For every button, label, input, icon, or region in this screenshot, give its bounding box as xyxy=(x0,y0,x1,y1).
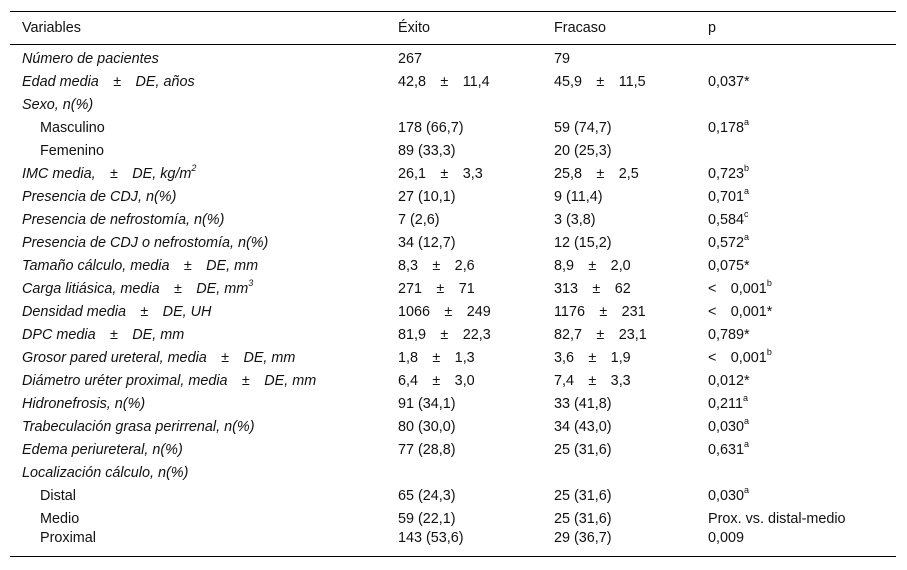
sub-variable-cell xyxy=(10,507,386,530)
sub-variable-cell xyxy=(10,484,386,507)
fracaso-cell: 79 xyxy=(554,50,571,67)
fracaso-cell: 7,4 ± 3,3 xyxy=(554,372,631,389)
fracaso-cell: 3,6 ± 1,9 xyxy=(554,349,631,366)
variable-cell xyxy=(10,185,386,208)
p-value-cell xyxy=(696,392,896,415)
variable-label: Hidronefrosis, n(%) xyxy=(22,395,146,412)
variable-cell xyxy=(10,70,386,93)
p-value-cell xyxy=(696,507,896,530)
table-row xyxy=(10,438,896,461)
fracaso-cell: 1176 ± 231 xyxy=(554,303,646,320)
table-row xyxy=(10,461,896,484)
variable-cell xyxy=(10,277,386,300)
header-fracaso: Fracaso xyxy=(542,12,696,45)
p-value-cell xyxy=(696,323,896,346)
p-value: 0,789* xyxy=(708,326,750,343)
header-variables: Variables xyxy=(10,12,386,45)
variable-label: Distal xyxy=(40,487,76,504)
fracaso-cell: 29 (36,7) xyxy=(542,530,696,557)
variable-cell xyxy=(10,93,386,116)
variable-label: Tamaño cálculo, media ± DE, mm xyxy=(22,257,259,274)
exito-cell: 27 (10,1) xyxy=(398,188,456,205)
p-value: 0,009 xyxy=(708,530,745,546)
variable-label: Carga litiásica, media ± DE, mm xyxy=(22,280,249,297)
fracaso-cell: 33 (41,8) xyxy=(554,395,612,412)
fracaso-cell: 12 (15,2) xyxy=(554,234,612,251)
p-value-cell xyxy=(696,45,896,71)
exito-cell xyxy=(386,461,542,484)
exito-cell: 59 (22,1) xyxy=(398,510,456,527)
p-value-cell xyxy=(696,162,896,185)
p-value-cell xyxy=(696,461,896,484)
variable-cell xyxy=(10,369,386,392)
exito-cell xyxy=(386,93,542,116)
table-row xyxy=(10,254,896,277)
p-value: 0,211 xyxy=(708,395,743,412)
p-value-cell xyxy=(696,484,896,507)
p-value: < 0,001 xyxy=(708,349,767,366)
p-value: 0,631 xyxy=(708,441,745,458)
fracaso-cell: 313 ± 62 xyxy=(554,280,631,297)
exito-cell: 91 (34,1) xyxy=(398,395,456,412)
footnote-marker: a xyxy=(744,185,750,196)
exito-cell: 1066 ± 249 xyxy=(398,303,491,320)
variable-label: Femenino xyxy=(40,142,104,159)
p-value-cell xyxy=(696,208,896,231)
fracaso-cell: 82,7 ± 23,1 xyxy=(554,326,647,343)
p-value-cell xyxy=(696,415,896,438)
table-row xyxy=(10,369,896,392)
exito-cell: 6,4 ± 3,0 xyxy=(398,372,475,389)
p-value-cell xyxy=(696,369,896,392)
exito-cell: 80 (30,0) xyxy=(398,418,456,435)
variable-label: Presencia de CDJ, n(%) xyxy=(22,188,177,205)
results-table xyxy=(10,11,896,557)
variable-cell xyxy=(10,346,386,369)
footnote-marker: a xyxy=(742,392,748,403)
p-value-cell xyxy=(696,277,896,300)
variable-cell xyxy=(10,415,386,438)
exito-cell: 267 xyxy=(398,50,423,67)
sub-variable-cell xyxy=(10,116,386,139)
sub-variable-cell xyxy=(10,139,386,162)
table-row xyxy=(10,139,896,162)
table-row xyxy=(10,484,896,507)
table-header xyxy=(10,12,896,45)
p-value-cell xyxy=(696,139,896,162)
table-row xyxy=(10,185,896,208)
variable-label: Grosor pared ureteral, media ± DE, mm xyxy=(22,349,296,366)
p-value-cell xyxy=(696,438,896,461)
exito-cell: 271 ± 71 xyxy=(398,280,475,297)
p-value-cell xyxy=(696,530,896,557)
table-row xyxy=(10,507,896,530)
table-row xyxy=(10,323,896,346)
variable-cell xyxy=(10,438,386,461)
fracaso-cell: 25,8 ± 2,5 xyxy=(554,165,639,182)
table-row xyxy=(10,116,896,139)
p-value: 0,075* xyxy=(708,257,750,274)
table-row xyxy=(10,530,896,557)
exito-cell: 1,8 ± 1,3 xyxy=(398,349,475,366)
table-row xyxy=(10,162,896,185)
variable-cell xyxy=(10,461,386,484)
exito-cell: 81,9 ± 22,3 xyxy=(398,326,491,343)
fracaso-cell: 45,9 ± 11,5 xyxy=(554,73,646,90)
variable-cell xyxy=(10,300,386,323)
exito-cell: 42,8 ± 11,4 xyxy=(398,73,490,90)
p-value: 0,178 xyxy=(708,119,745,136)
p-value-cell xyxy=(696,346,896,369)
table-row xyxy=(10,346,896,369)
fracaso-cell: 25 (31,6) xyxy=(554,487,612,504)
variable-cell xyxy=(10,45,386,71)
table-row xyxy=(10,45,896,71)
table-row xyxy=(10,93,896,116)
fracaso-cell: 3 (3,8) xyxy=(554,211,596,228)
footnote-marker: a xyxy=(744,116,750,127)
footnote-marker: a xyxy=(744,438,750,449)
exito-cell: 143 (53,6) xyxy=(386,530,542,557)
exito-cell: 77 (28,8) xyxy=(398,441,456,458)
fracaso-cell: 34 (43,0) xyxy=(554,418,612,435)
exito-cell: 65 (24,3) xyxy=(398,487,456,504)
p-value: 0,701 xyxy=(708,188,745,205)
fracaso-cell: 8,9 ± 2,0 xyxy=(554,257,631,274)
table-row xyxy=(10,208,896,231)
variable-cell xyxy=(10,162,386,185)
unit-superscript: 2 xyxy=(191,162,197,173)
fracaso-cell: 25 (31,6) xyxy=(554,441,612,458)
footnote-marker: a xyxy=(744,231,750,242)
fracaso-cell: 20 (25,3) xyxy=(554,142,612,159)
p-value: 0,584 xyxy=(708,211,745,228)
table-row xyxy=(10,277,896,300)
fracaso-cell xyxy=(542,93,696,116)
footnote-marker: b xyxy=(766,277,772,288)
header-p: p xyxy=(696,12,896,45)
exito-cell: 26,1 ± 3,3 xyxy=(398,165,483,182)
table-row xyxy=(10,415,896,438)
variable-cell xyxy=(10,392,386,415)
variable-label: Sexo, n(%) xyxy=(22,96,94,113)
footnote-marker: c xyxy=(744,208,749,219)
variable-cell xyxy=(10,254,386,277)
p-value: Prox. vs. distal-medio xyxy=(708,510,846,527)
p-value-cell xyxy=(696,116,896,139)
p-value: 0,030 xyxy=(708,487,745,504)
table-body xyxy=(10,45,896,557)
p-value-cell xyxy=(696,70,896,93)
exito-cell: 34 (12,7) xyxy=(398,234,456,251)
p-value-cell xyxy=(696,254,896,277)
variable-label: IMC media, ± DE, kg/m xyxy=(22,165,192,182)
p-value: < 0,001* xyxy=(708,303,773,320)
sub-variable-cell xyxy=(10,530,386,557)
header-row xyxy=(10,12,896,45)
p-value-cell xyxy=(696,231,896,254)
variable-label: Número de pacientes xyxy=(22,50,159,67)
variable-label: DPC media ± DE, mm xyxy=(22,326,185,343)
fracaso-cell: 59 (74,7) xyxy=(554,119,612,136)
table-row xyxy=(10,300,896,323)
variable-cell xyxy=(10,231,386,254)
variable-label: Edad media ± DE, años xyxy=(22,73,195,90)
footnote-marker: b xyxy=(744,162,750,173)
exito-cell: 8,3 ± 2,6 xyxy=(398,257,475,274)
variable-label: Densidad media ± DE, UH xyxy=(22,303,212,320)
variable-label: Trabeculación grasa perirrenal, n(%) xyxy=(22,418,255,435)
table-row xyxy=(10,231,896,254)
unit-superscript: 3 xyxy=(248,277,254,288)
variable-label: Diámetro uréter proximal, media ± DE, mm xyxy=(22,372,317,389)
p-value: 0,030 xyxy=(708,418,745,435)
table-row xyxy=(10,392,896,415)
p-value: 0,012* xyxy=(708,372,750,389)
p-value-cell xyxy=(696,185,896,208)
footnote-marker: a xyxy=(744,484,750,495)
variable-label: Presencia de CDJ o nefrostomía, n(%) xyxy=(22,234,269,251)
footnote-marker: a xyxy=(744,415,750,426)
fracaso-cell xyxy=(542,461,696,484)
fracaso-cell: 25 (31,6) xyxy=(554,510,612,527)
p-value-cell xyxy=(696,300,896,323)
exito-cell: 178 (66,7) xyxy=(398,119,464,136)
exito-cell: 89 (33,3) xyxy=(398,142,456,159)
variable-label: Presencia de nefrostomía, n(%) xyxy=(22,211,225,228)
variable-label: Localización cálculo, n(%) xyxy=(22,464,189,481)
p-value: 0,037* xyxy=(708,73,750,90)
p-value-cell xyxy=(696,93,896,116)
variable-cell xyxy=(10,323,386,346)
results-table-container xyxy=(10,11,896,557)
variable-label: Proximal xyxy=(40,530,96,546)
p-value: 0,572 xyxy=(708,234,745,251)
table-row xyxy=(10,70,896,93)
p-value: 0,723 xyxy=(708,165,745,182)
header-exito: Éxito xyxy=(386,12,542,45)
variable-label: Medio xyxy=(40,510,80,527)
footnote-marker: b xyxy=(766,346,772,357)
variable-label: Edema periureteral, n(%) xyxy=(22,441,183,458)
variable-label: Masculino xyxy=(40,119,105,136)
p-value: < 0,001 xyxy=(708,280,767,297)
variable-cell xyxy=(10,208,386,231)
fracaso-cell: 9 (11,4) xyxy=(554,188,603,205)
exito-cell: 7 (2,6) xyxy=(398,211,440,228)
